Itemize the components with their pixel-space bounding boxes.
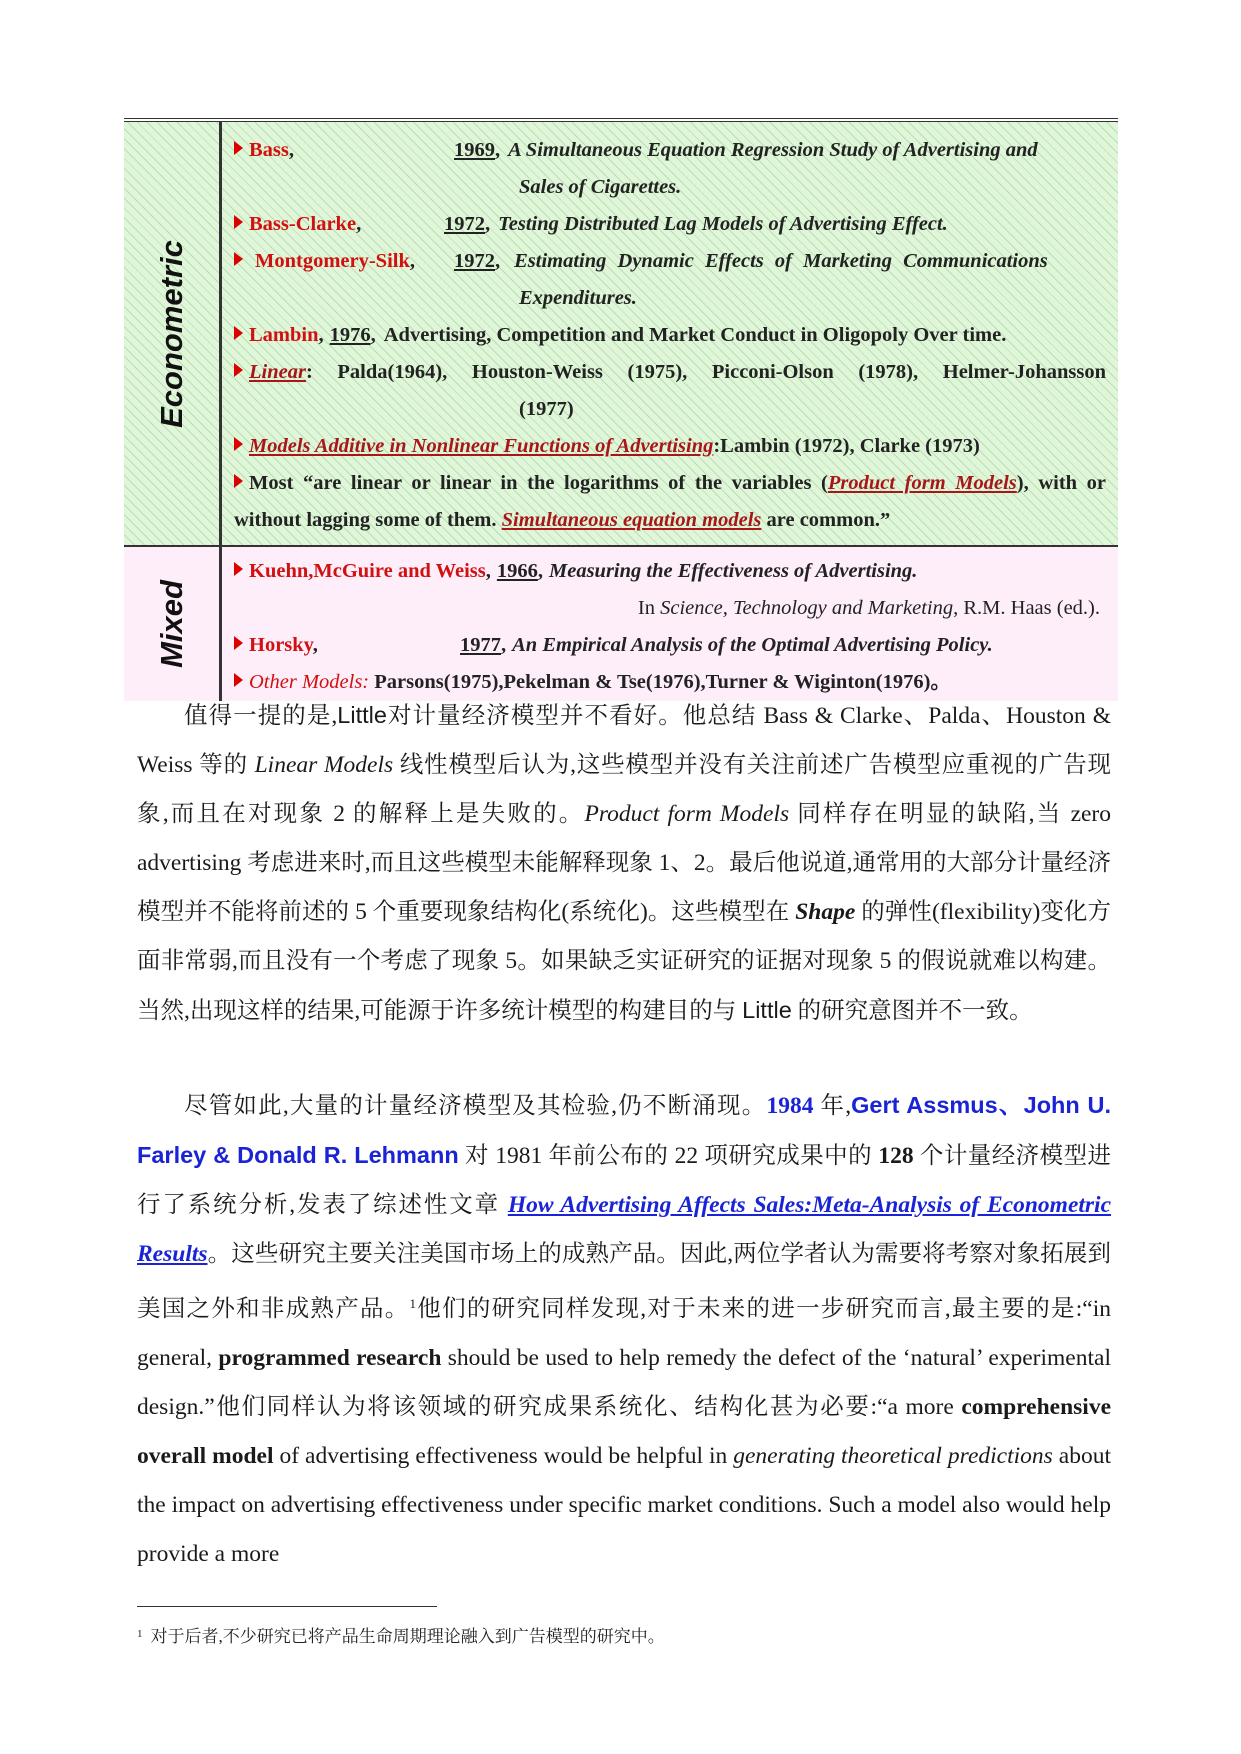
entry-bass-cont: Sales of Cigarettes. [519,176,682,198]
econometric-body [222,122,1118,545]
entry-most-cont: without lagging some of them. Simultaneous equation models are common.” [234,509,891,531]
entry-kuehn-cont: In Science, Technology and Marketing, R.M. Haas (ed.). [637,597,1100,619]
entry-bass: Bass, 1969, A Simultaneous Equation Regression Study of Advertising and [234,132,1106,169]
triangle-bullet-icon [234,141,243,155]
article-link[interactable]: How Advertising Affects Sales:Meta-Analysis of Econometric Results [137,1192,1112,1267]
entry-nonlinear: Models Additive in Nonlinear Functions of Advertising:Lambin (1972), Clarke (1973) [234,428,1106,465]
entry-linear: Linear: Palda(1964), Houston-Weiss (1975), Picconi-Olson (1978), Helmer-Johansson [234,354,1106,391]
triangle-bullet-icon [234,215,243,229]
entry-montgomery-cont: Expenditures. [519,287,637,309]
triangle-bullet-icon [234,562,243,576]
triangle-bullet-icon [234,437,243,451]
paragraph-2: 尽管如此,大量的计量经济模型及其检验,仍不断涌现。1984 年,Gert Assmus、John U. Farley & Donald R. Lehmann 对 1981 年前公布的 22 项研究成果中的 128 个计量经济模型进行了系统分析,发表了综述性文章 How Advertising Affects Sales:Meta-Analysis of Econometric Results。这些研究主要关注美国市场上的成熟产品。因此,两位学者认为需要将考察对象拓展到美国之外和非成熟产品。$^1$他们的研究同样发现,对于未来的进一步研究而言,最主要的是:“in general, programmed research should be used to help remedy the defect of the ‘natural’ experimental design.”他们同样认为将该领域的研究成果系统化、结构化甚为必要:“a more comprehensive overall model of advertising effectiveness would be helpful in generating theoretical predictions about the impact on advertising effectiveness under specific market conditions. Such a model also would help provide a more [137,1092,1112,1567]
triangle-bullet-icon [234,363,243,377]
mixed-label-cell [124,545,222,701]
entry-lambin: Lambin, 1976, Advertising, Competition and Market Conduct in Oligopoly Over time. [234,317,1106,354]
entry-kuehn: Kuehn,McGuire and Weiss, 1966, Measuring the Effectiveness of Advertising. [234,553,1106,590]
mixed-section [124,545,1118,701]
footnote-ref[interactable]: 1 [409,1296,417,1311]
entry-montgomery-silk: Montgomery-Silk, 1972, Estimating Dynamic Effects of Marketing Communications [234,243,1106,280]
triangle-bullet-icon [234,474,243,488]
entry-horsky: Horsky, 1977, An Empirical Analysis of the Optimal Advertising Policy. [234,627,1106,664]
mixed-body [222,545,1118,701]
footnote: $^1$ 对于后者,不少研究已将产品生命周期理论融入到广告模型的研究中。 [137,1627,665,1646]
authors-highlight: Gert Assmus、John U. Farley & Donald R. Lehmann [137,1092,1112,1168]
triangle-bullet-icon [234,673,243,687]
entry-bass-clarke: Bass-Clarke, 1972, Testing Distributed Lag Models of Advertising Effect. [234,206,1106,243]
econometric-label: Econometric [153,239,189,428]
entry-linear-cont: (1977) [519,398,574,420]
econometric-label-cell [124,122,222,545]
triangle-bullet-icon [234,326,243,340]
mixed-label: Mixed [153,580,189,668]
econometric-section [124,122,1118,545]
paragraph-1: 值得一提的是,Little对计量经济模型并不看好。他总结 Bass & Clarke、Palda、Houston & Weiss 等的 Linear Models 线性模型后认为,这些模型并没有关注前述广告模型应重视的广告现象,而且在对现象 2 的解释上是失败的。Product form Models 同样存在明显的缺陷,当 zero advertising 考虑进来时,而且这些模型未能解释现象 1、2。最后他说道,通常用的大部分计量经济模型并不能将前述的 5 个重要现象结构化(系统化)。这些模型在 Shape 的弹性(flexibility)变化方面非常弱,而且没有一个考虑了现象 5。如果缺乏实证研究的证据对现象 5 的假说就难以构建。当然,出现这样的结果,可能源于许多统计模型的构建目的与 Little 的研究意图并不一致。 [137,702,1112,1024]
footnote-divider [137,1606,437,1607]
entry-other-models: Other Models: Parsons(1975),Pekelman & Tse(1976),Turner & Wiginton(1976)。 [234,664,1106,701]
model-table [124,118,1118,701]
triangle-bullet-icon [234,252,243,266]
entry-most: Most “are linear or linear in the logarithms of the variables (Product form Models), with or [234,465,1106,502]
triangle-bullet-icon [234,636,243,650]
